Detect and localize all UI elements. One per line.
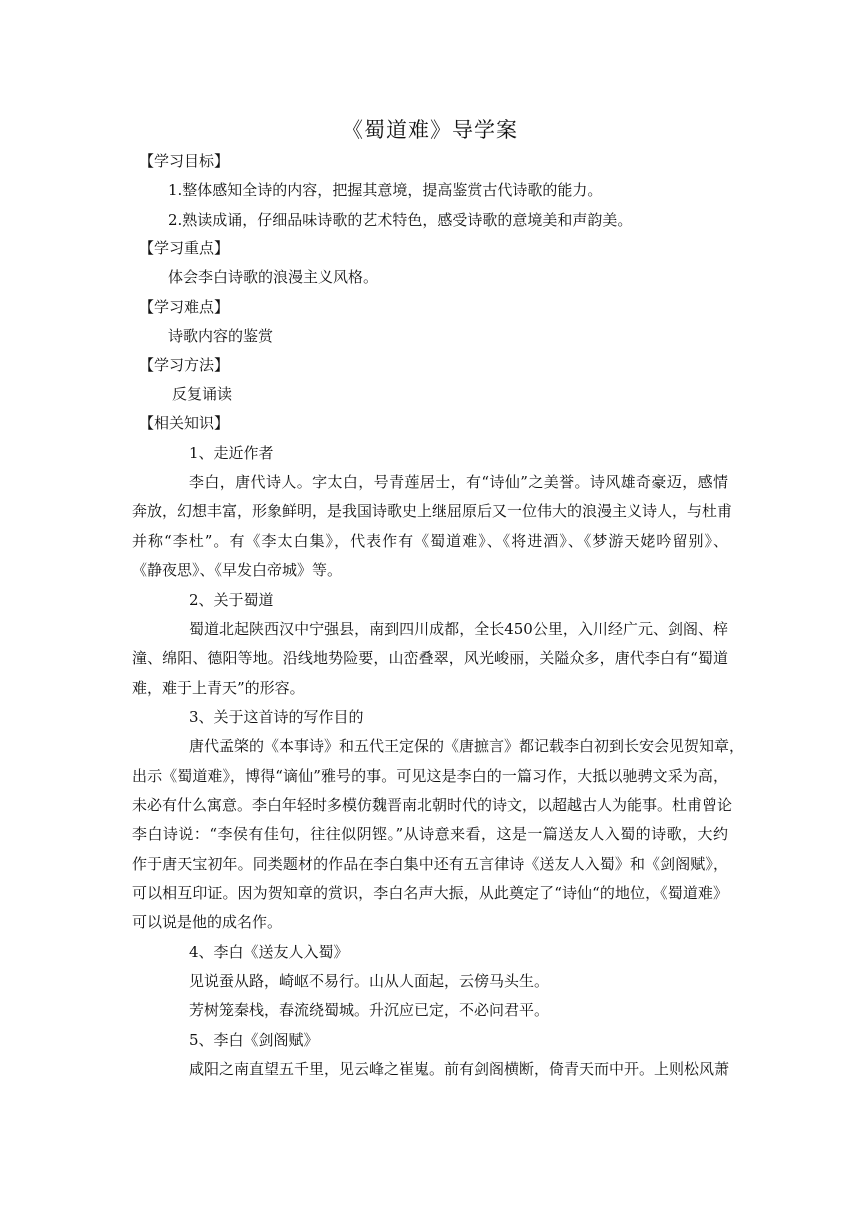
section-heading-key-points: 【学习重点】: [139, 239, 230, 257]
paragraph-line: 奔放，幻想丰富，形象鲜明，是我国诗歌史上继屈原后又一位伟大的浪漫主义诗人，与杜甫: [132, 502, 733, 520]
subheading-purpose: 3、关于这首诗的写作目的: [189, 708, 364, 726]
document-title: 《蜀道难》导学案: [342, 118, 518, 142]
objective-1: 1.整体感知全诗的内容，把握其意境，提高鉴赏古代诗歌的能力。: [168, 181, 603, 199]
difficulty-text: 诗歌内容的鉴赏: [168, 327, 274, 345]
paragraph-line: 未必有什么寓意。李白年轻时多模仿魏晋南北朝时代的诗文，以超越古人为能事。杜甫曾论: [132, 796, 733, 814]
paragraph-line: 唐代孟棨的《本事诗》和五代王定保的《唐摭言》都记载李白初到长安会见贺知章，: [189, 737, 745, 755]
section-heading-method: 【学习方法】: [139, 356, 230, 374]
paragraph-line: 可以相互印证。因为贺知章的赏识，李白名声大振，从此奠定了“诗仙“的地位，《蜀道难》: [132, 884, 728, 902]
paragraph-line: 难，难于上青天”的形容。: [132, 679, 305, 697]
paragraph-line: 李白诗说：“李侯有佳句，往往似阴铿。”从诗意来看，这是一篇送友人入蜀的诗歌，大约: [132, 825, 728, 843]
poem-line: 芳树笼秦栈，春流绕蜀城。升沉应已定，不必问君平。: [189, 1001, 550, 1019]
section-heading-difficulties: 【学习难点】: [139, 298, 230, 316]
paragraph-line: 可以说是他的成名作。: [132, 913, 283, 931]
poem-line: 见说蚕从路，崎岖不易行。山从人面起，云傍马头生。: [189, 972, 550, 990]
paragraph-line: 并称“李杜”。有《李太白集》，代表作有《蜀道难》、《将进酒》、《梦游天姥吟留别》、: [132, 532, 728, 550]
paragraph-line: 作于唐天宝初年。同类题材的作品在李白集中还有五言律诗《送友人入蜀》和《剑阁赋》，: [132, 855, 728, 873]
paragraph-line: 《静夜思》、《早发白帝城》等。: [132, 561, 343, 579]
key-point-text: 体会李白诗歌的浪漫主义风格。: [168, 268, 379, 286]
paragraph-line: 潼、绵阳、德阳等地。沿线地势险要，山峦叠翠，风光峻丽，关隘众多，唐代李白有“蜀道: [132, 649, 728, 667]
objective-2: 2.熟读成诵，仔细品味诗歌的艺术特色，感受诗歌的意境美和声韵美。: [168, 211, 633, 229]
paragraph-line: 蜀道北起陕西汉中宁强县，南到四川成都，全长450公里，入川经广元、剑阁、梓: [189, 620, 728, 638]
paragraph-line: 李白，唐代诗人。字太白，号青莲居士，有“诗仙”之美誉。诗风雄奇豪迈，感情: [189, 473, 728, 491]
subheading-shu-road: 2、关于蜀道: [189, 591, 274, 609]
subheading-poem: 4、李白《送友人入蜀》: [189, 943, 349, 961]
paragraph-line: 出示《蜀道难》，博得“谪仙”雅号的事。可见这是李白的一篇习作，大抵以驰骋文采为高，: [132, 767, 728, 785]
subheading-fu: 5、李白《剑阁赋》: [189, 1031, 319, 1049]
method-text: 反复诵读: [172, 385, 233, 403]
subheading-author: 1、走近作者: [189, 444, 274, 462]
section-heading-objectives: 【学习目标】: [139, 152, 230, 170]
paragraph-line: 咸阳之南直望五千里，见云峰之崔嵬。前有剑阁横断，倚青天而中开。上则松风萧: [189, 1060, 730, 1078]
section-heading-related: 【相关知识】: [139, 414, 230, 432]
